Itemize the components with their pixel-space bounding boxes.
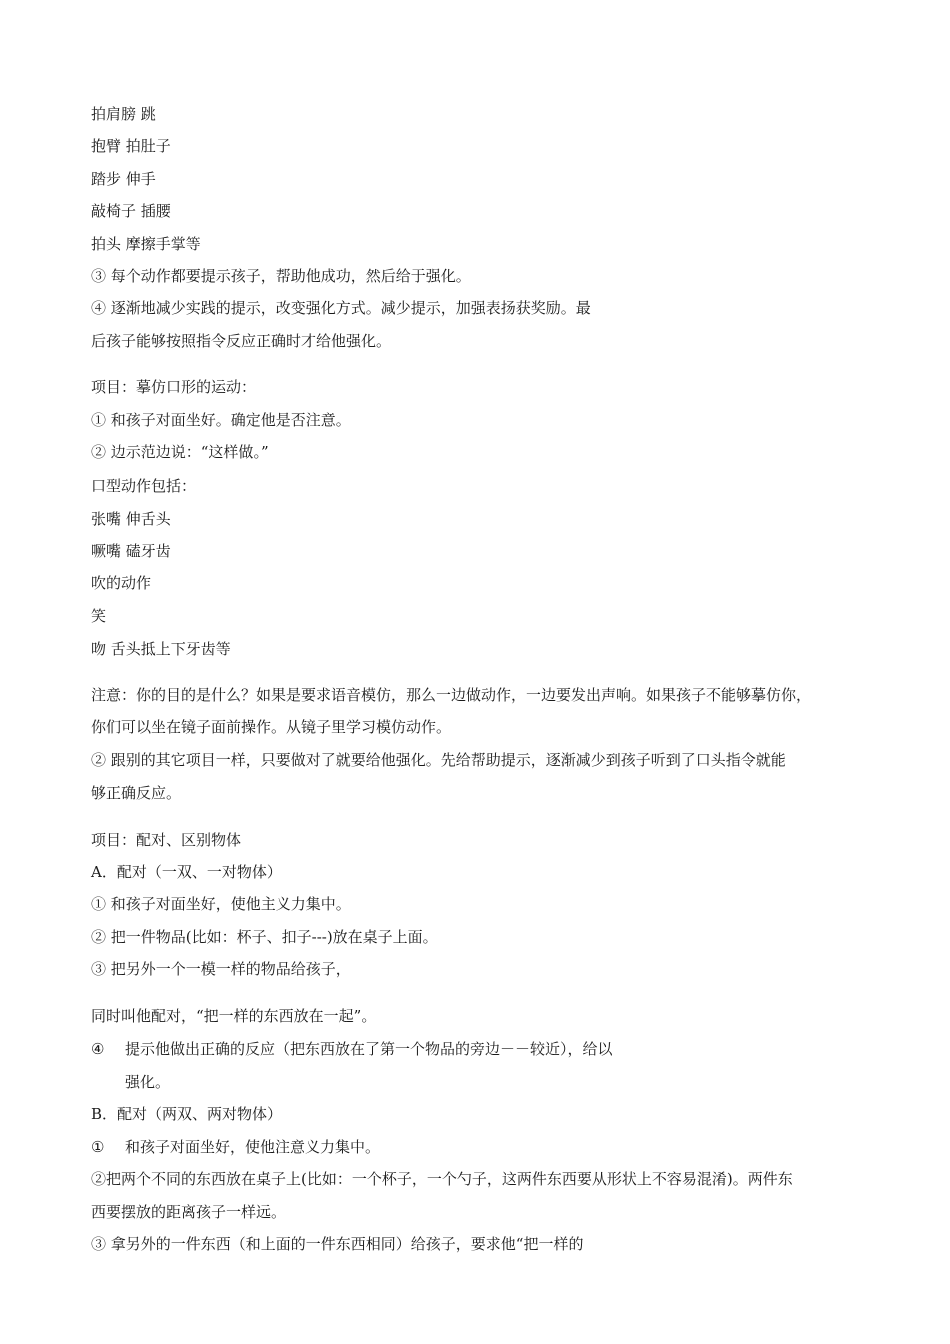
text-line: ② 跟别的其它项目一样，只要做对了就要给他强化。先给帮助提示，逐渐减少到孩子听到了口头指令就能 xyxy=(91,751,786,769)
numbered-item xyxy=(91,1038,613,1060)
text-line: ② 把一件物品(比如：杯子、扣子---)放在桌子上面。 xyxy=(91,928,438,946)
text-line: ③ 把另外一个一模一样的物品给孩子， xyxy=(91,960,351,978)
text-line: 同时叫他配对，“把一样的东西放在一起”。 xyxy=(91,1007,377,1025)
text-line: 拍头 摩擦手掌等 xyxy=(91,235,201,253)
text-line: ③ 每个动作都要提示孩子，帮助他成功，然后给于强化。 xyxy=(91,267,471,285)
text-line: 踏步 伸手 xyxy=(91,170,156,188)
numbered-item xyxy=(91,1136,380,1158)
text-line: 吻 舌头抵上下牙齿等 xyxy=(91,640,231,658)
text-line: 西要摆放的距离孩子一样远。 xyxy=(91,1203,287,1221)
text-line: 噘嘴 磕牙齿 xyxy=(91,542,171,560)
item-text: 和孩子对面坐好，使他注意义力集中。 xyxy=(125,1138,381,1156)
text-line: ② 边示范边说：“这样做。” xyxy=(91,443,269,461)
text-line: ① 和孩子对面坐好。确定他是否注意。 xyxy=(91,411,351,429)
text-line: ① 和孩子对面坐好，使他主义力集中。 xyxy=(91,895,351,913)
item-number: ④ xyxy=(91,1040,105,1058)
text-line: 吹的动作 xyxy=(91,574,152,592)
text-line: 你们可以坐在镜子面前操作。从镜子里学习模仿动作。 xyxy=(91,718,452,736)
text-line: 注意：你的目的是什么？如果是要求语音模仿，那么一边做动作，一边要发出声响。如果孩子不能够摹仿你， xyxy=(91,686,812,704)
text-line: 后孩子能够按照指令反应正确时才给他强化。 xyxy=(91,332,392,350)
text-line: 张嘴 伸舌头 xyxy=(91,510,171,528)
text-line: B．配对（两双、两对物体） xyxy=(91,1105,283,1123)
text-line: 笑 xyxy=(91,607,107,625)
text-line: 抱臂 拍肚子 xyxy=(91,137,171,155)
section-heading: 项目：配对、区别物体 xyxy=(91,831,242,849)
text-line: 拍肩膀 跳 xyxy=(91,105,156,123)
text-line: A．配对（一双、一对物体） xyxy=(91,863,282,881)
section-heading: 项目：摹仿口形的运动： xyxy=(91,378,257,396)
item-number: ① xyxy=(91,1138,105,1156)
text-line: ②把两个不同的东西放在桌子上(比如：一个杯子，一个勺子，这两件东西要从形状上不容易混淆)。两件东 xyxy=(91,1170,793,1188)
text-line: 够正确反应。 xyxy=(91,784,182,802)
text-line: ③ 拿另外的一件东西（和上面的一件东西相同）给孩子，要求他“把一样的 xyxy=(91,1235,584,1253)
text-line: 敲椅子 插腰 xyxy=(91,202,171,220)
text-line: ④ 逐渐地减少实践的提示，改变强化方式。减少提示，加强表扬获奖励。最 xyxy=(91,299,591,317)
item-text: 提示他做出正确的反应（把东西放在了第一个物品的旁边－－较近），给以 xyxy=(125,1040,613,1058)
text-line: 强化。 xyxy=(125,1073,171,1091)
text-line: 口型动作包括： xyxy=(91,477,197,495)
